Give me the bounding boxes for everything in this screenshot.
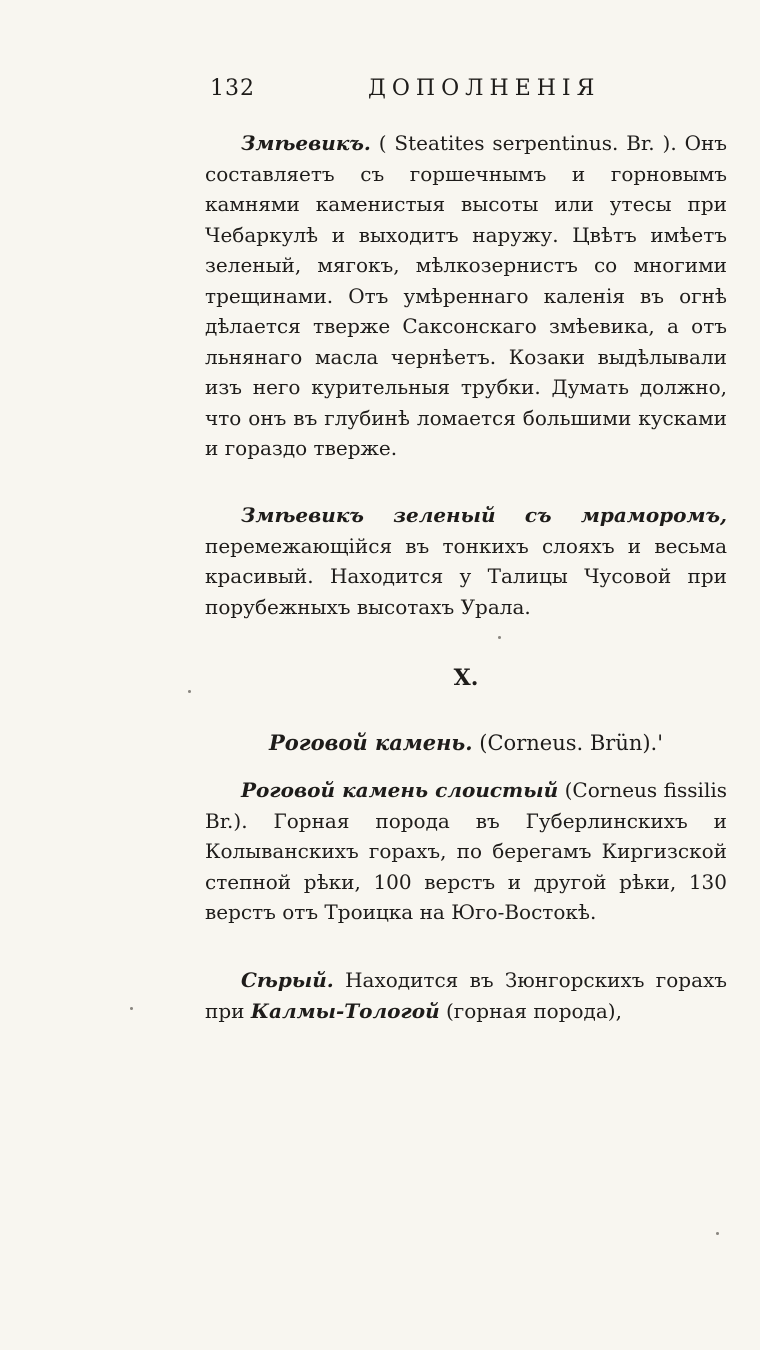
body-grey-a: Находится въ Зюнгорскихъ горахъ при xyxy=(205,968,727,1023)
page-header xyxy=(210,76,610,110)
term-serpentine-marble: Змѣевикъ зеленый съ мраморомъ, xyxy=(241,503,727,527)
term-hornstone: Роговой камень слоистый xyxy=(241,778,559,802)
term-serpentine: Змѣевикъ. xyxy=(241,131,371,155)
body-serpentine: Онъ составляетъ съ горшечнымъ и горновымъ камнями каменистыя высоты или утесы при Чебаркулѣ и выходитъ наружу. Цвѣтъ имѣетъ зеленый, мягокъ, мѣлкозернистъ со многими трещинами. Отъ умѣреннаго каленія въ огнѣ дѣлается тверже Саксонскаго змѣевика, а отъ льнянаго масла чернѣетъ. Козаки выдѣлывали изъ него курительныя трубки. Думать должно, что онъ въ глубинѣ ломается большими кусками и гораздо тверже. xyxy=(205,131,728,460)
latin-hornstone: (Corneus fissilis Br.). xyxy=(205,778,728,833)
body-hornstone: Горная порода въ Губерлинскихъ и Колыванскихъ горахъ, по берегамъ Киргизской степной рѣки, 100 верстъ и другой рѣки, 130 верстъ отъ Троицка на Юго-Востокѣ. xyxy=(205,808,727,924)
section-title-lat: (Corneus. Brün).' xyxy=(479,731,664,755)
paragraph-hornstone xyxy=(205,775,727,928)
term-kalmy-tologoy: Калмы-Тологой xyxy=(250,998,440,1023)
section-title-ru: Роговой камень. xyxy=(268,730,473,755)
paragraph-grey xyxy=(205,965,727,1026)
latin-serpentine: ( Steatites serpentinus. Br. ). xyxy=(378,131,677,155)
paper-speck xyxy=(188,690,191,693)
page-number: 132 xyxy=(210,76,255,101)
paragraph-serpentine-marble xyxy=(205,500,727,622)
section-title xyxy=(205,730,727,755)
term-grey: Сѣрый. xyxy=(241,968,334,992)
paper-speck xyxy=(130,1007,133,1010)
section-numeral: X. xyxy=(453,665,479,691)
paper-speck xyxy=(716,1232,719,1235)
body-grey-b: (горная порода), xyxy=(445,998,622,1023)
running-head: ДОПОЛНЕНІЯ xyxy=(368,76,601,101)
paragraph-serpentine xyxy=(205,128,727,464)
body-serpentine-marble: перемежающійся въ тонкихъ слояхъ и весьма красивый. Находится у Талицы Чусовой при порубежныхъ высотахъ Урала. xyxy=(205,533,727,619)
paper-speck xyxy=(498,636,501,639)
